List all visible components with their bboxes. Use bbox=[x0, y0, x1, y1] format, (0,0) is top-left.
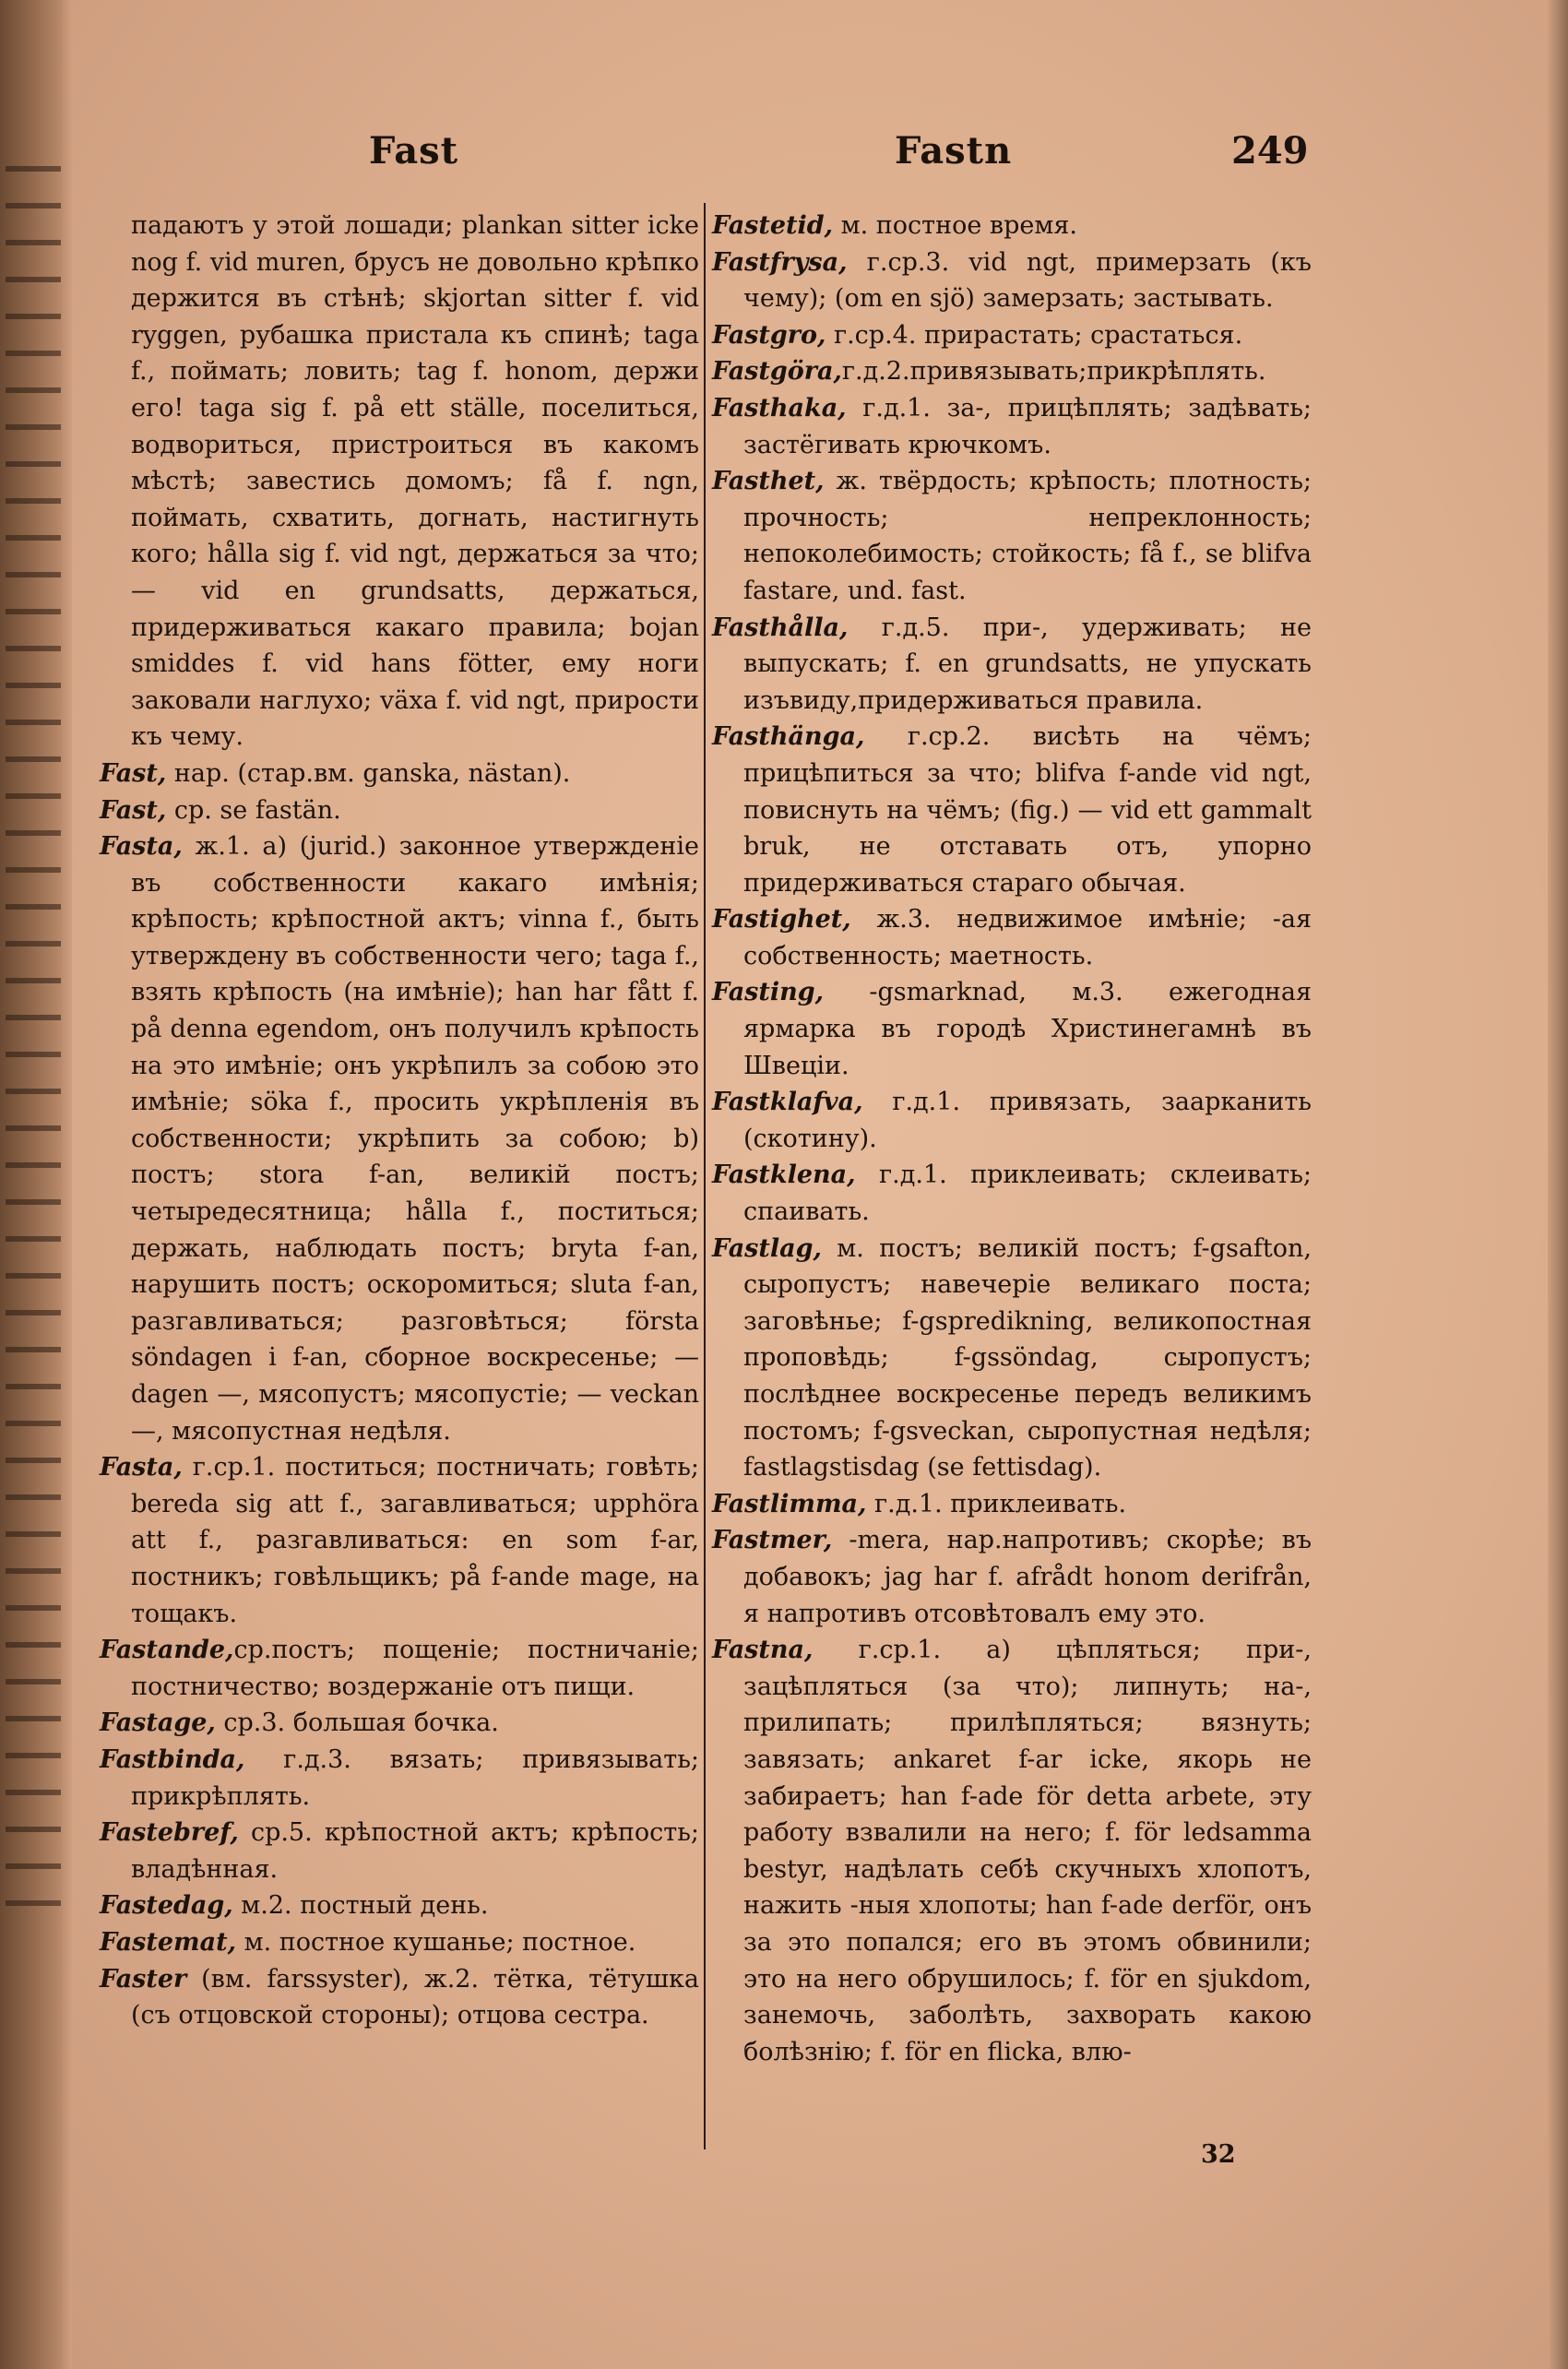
entry-definition: (вм. farssyster), ж.2. тётка, тётушка (съ отцовской стороны); отцова сестра. bbox=[131, 1964, 699, 2030]
entry-headword: Fastklafva, bbox=[712, 1088, 863, 1117]
dictionary-entry bbox=[712, 1632, 1312, 2070]
entry-headword: Fastage, bbox=[100, 1708, 216, 1738]
dictionary-entry bbox=[100, 1705, 699, 1742]
dictionary-entry bbox=[712, 1486, 1312, 1523]
entry-headword: Fast, bbox=[100, 758, 167, 788]
entry-definition: -mera, нар.напротивъ; скорѣе; въ добавокъ; jag har f. afrådt honom derifrån, я напротивъ отсовѣтовалъ ему это. bbox=[743, 1526, 1312, 1628]
entry-headword: Fastedag, bbox=[100, 1891, 233, 1921]
dictionary-entry bbox=[712, 353, 1312, 390]
entry-headword: Faster bbox=[100, 1964, 187, 1994]
entry-definition: ср. se fastän. bbox=[166, 795, 341, 825]
dictionary-entry bbox=[100, 1961, 699, 2034]
column-divider bbox=[704, 203, 706, 2149]
dictionary-entry bbox=[100, 792, 699, 829]
entry-definition: м. постное кушанье; постное. bbox=[235, 1927, 636, 1957]
dictionary-entry bbox=[100, 1632, 699, 1705]
dictionary-entry bbox=[712, 610, 1312, 720]
dictionary-entry bbox=[100, 1887, 699, 1924]
entry-definition: г.д.3. вязать; привязывать; прикрѣплять. bbox=[131, 1744, 699, 1811]
entry-headword: Fasta, bbox=[100, 832, 183, 862]
entry-definition: м.2. постный день. bbox=[232, 1891, 489, 1921]
page-number: 249 bbox=[1231, 129, 1309, 173]
entry-definition: м. постное время. bbox=[833, 211, 1077, 240]
entry-headword: Fastgro, bbox=[712, 320, 826, 350]
entry-definition: ср.5. крѣпостной актъ; крѣпость; владѣнная. bbox=[131, 1818, 699, 1884]
entry-headword: Fasthänga, bbox=[712, 722, 865, 752]
entry-definition: г.д.1. привязать, заарканить (скотину). bbox=[743, 1088, 1312, 1153]
page-right-edge bbox=[1548, 0, 1568, 2369]
entry-definition: падаютъ у этой лошади; plankan sitter icke nog f. vid muren, брусъ не довольно крѣпко держится въ стѣнѣ; skjortan sitter f. vid ryggen, рубашка пристала къ спинѣ; taga f., поймать; ловить; tag f. honom, держи его! taga sig f. på ett ställe, поселиться, водвориться, пристроиться въ какомъ мѣстѣ; завестись домомъ; få f. ngn, поймать, схватить, догнать, настигнуть кого; hålla sig f. vid ngt, держаться за что; — vid en grundsatts, держаться, придерживаться какаго правила; bojan smiddes f. vid hans fötter, ему ноги заковали наглухо; växa f. vid ngt, прирости къ чему. bbox=[131, 211, 699, 752]
entry-headword: Fastetid, bbox=[712, 211, 834, 240]
dictionary-entry bbox=[100, 1449, 699, 1632]
dictionary-entry bbox=[712, 719, 1312, 901]
entry-definition: м. постъ; великій постъ; f-gsafton, сыропустъ; навечеріе великаго поста; заговѣнье; f-gspredikning, великопостная проповѣдь; f-gssöndag, сыропустъ; послѣднее воскресенье передъ великимъ постомъ; f-gsveckan, сыропустная недѣля; fastlagstisdag (se fettisdag). bbox=[743, 1233, 1312, 1482]
entry-headword: Fasthet, bbox=[712, 467, 825, 496]
entry-definition: ср.3. большая бочка. bbox=[215, 1708, 499, 1738]
left-guide-word: Fast bbox=[369, 129, 459, 173]
entry-headword: Fasting, bbox=[712, 978, 825, 1007]
entry-headword: Fastfrysa, bbox=[712, 247, 848, 277]
dictionary-entry bbox=[712, 463, 1312, 609]
entry-headword: Fasthålla, bbox=[712, 613, 849, 642]
signature-mark: 32 bbox=[1201, 2140, 1236, 2169]
entry-headword: Fasthaka, bbox=[712, 393, 847, 423]
entry-definition: ж.1. a) (jurid.) законное утвержденіе въ собственности какаго имѣнія; крѣпость; крѣпостной актъ; vinna f., быть утвержденy въ собственности чего; taga f., взять крѣпость (на имѣніе); han har fått f. på denna egendom, онъ получилъ крѣпость на это имѣніе; онъ укрѣпилъ за собою это имѣніе; söka f., просить укрѣпленія въ собственности; укрѣпить за собою; b) постъ; stora f-an, великій постъ; четыредесятница; hålla f., поститься; держать, наблюдать постъ; bryta f-an, нарушить постъ; оскоромиться; sluta f-an, разгавливаться; разговѣться; första söndagen i f-an, сборное воскресенье; — dagen —, мясопустъ; мясопустіе; — veckan —, мясопустная недѣля. bbox=[131, 832, 699, 1446]
dictionary-entry bbox=[712, 1157, 1312, 1230]
dictionary-entry bbox=[100, 1815, 699, 1887]
dictionary-entry bbox=[712, 244, 1312, 317]
entry-definition: ж. твёрдость; крѣпость; плотность; прочность; непреклонность; непоколебимость; стойкость; få f., se blifva fastare, und. fast. bbox=[743, 467, 1312, 605]
entry-headword: Fasta, bbox=[100, 1453, 183, 1482]
entry-headword: Fastighet, bbox=[712, 905, 851, 935]
dictionary-entry bbox=[712, 390, 1312, 463]
entry-headword: Fastbinda, bbox=[100, 1744, 245, 1774]
entry-definition: г.д.2.привязывать;прикрѣплять. bbox=[841, 357, 1266, 387]
page-gutter bbox=[0, 0, 72, 2369]
entry-definition: ср.постъ; пощеніе; постничаніе; постничество; воздержаніе отъ пищи. bbox=[131, 1636, 699, 1701]
dictionary-entry bbox=[712, 1231, 1312, 1486]
entry-headword: Fastna, bbox=[712, 1636, 814, 1665]
entry-definition: г.ср.1. поститься; постничать; говѣть; bereda sig att f., загавливаться; upphöra att f., разгавливаться: en som f-ar, постникъ; говѣльщикъ; på f-ande mage, на тощакъ. bbox=[131, 1453, 699, 1628]
entry-headword: Fastlag, bbox=[712, 1233, 822, 1263]
dictionary-entry bbox=[100, 828, 699, 1449]
dictionary-entry bbox=[712, 317, 1312, 354]
entry-headword: Fastebref, bbox=[100, 1818, 239, 1848]
entry-headword: Fastmer, bbox=[712, 1526, 833, 1555]
right-column bbox=[712, 208, 1312, 2070]
entry-definition: г.ср.4. прирастать; срастаться. bbox=[826, 320, 1243, 350]
entry-definition: -gsmarknad, м.3. ежегодная ярмарка въ городѣ Христинегамнѣ въ Швеціи. bbox=[743, 978, 1312, 1080]
entry-definition: г.д.1. приклеивать. bbox=[866, 1489, 1127, 1518]
dictionary-entry bbox=[100, 1924, 699, 1961]
entry-headword: Fastklena, bbox=[712, 1161, 856, 1190]
dictionary-entry bbox=[712, 1084, 1312, 1157]
adjacent-page-edge bbox=[6, 166, 61, 2177]
running-header bbox=[92, 129, 1531, 185]
dictionary-entry bbox=[100, 756, 699, 792]
dictionary-entry bbox=[100, 1742, 699, 1815]
entry-definition: г.д.5. при-, удерживать; не выпускать; f. en grundsatts, не упускать изъвиду,придерживаться правила. bbox=[743, 613, 1312, 715]
entry-definition: г.ср.1. a) цѣпляться; при-, зацѣпляться (за что); липнуть; на-, прилипать; прилѣпляться; вязнуть; завязать; ankaret f-ar icke, якорь не забираетъ; han f-ade för detta arbete, эту работу взвалили на него; f. för ledsamma bestyr, надѣлать себѣ скучныхъ хлопотъ, нажить -ныя хлопоты; han f-ade derför, онъ за это попался; его въ этомъ обвинили; это на него обрушилось; f. för en sjukdom, занемочь, заболѣть, захворать какою болѣзнію; f. för en flicka, влю- bbox=[743, 1636, 1312, 2066]
entry-definition: нар. (стар.вм. ganska, nästan). bbox=[166, 758, 571, 788]
dictionary-entry bbox=[100, 208, 699, 756]
entry-definition: г.ср.3. vid ngt, примерзать (къ чему); (om en sjö) замерзать; застывать. bbox=[743, 247, 1312, 314]
entry-definition: ж.3. недвижимое имѣніе; -ая собственность; маетность. bbox=[743, 905, 1312, 970]
entry-definition: г.ср.2. висѣть на чёмъ; прицѣпиться за что; blifva f-ande vid ngt, повиснуть на чёмъ; (fig.) — vid ett gammalt bruk, не отставать отъ, упорно придерживаться стараго обычая. bbox=[743, 722, 1312, 898]
entry-headword: Fastlimma, bbox=[712, 1489, 867, 1518]
entry-headword: Fastgöra, bbox=[712, 357, 842, 387]
dictionary-entry bbox=[712, 208, 1312, 244]
dictionary-entry bbox=[712, 1522, 1312, 1632]
dictionary-entry bbox=[712, 901, 1312, 974]
entry-headword: Fast, bbox=[100, 795, 167, 825]
entry-headword: Fastande, bbox=[100, 1636, 234, 1665]
dictionary-entry bbox=[712, 974, 1312, 1084]
left-column bbox=[100, 208, 699, 2034]
entry-headword: Fastemat, bbox=[100, 1927, 236, 1957]
entry-definition: г.д.1. за-, прицѣплять; задѣвать; застёгивать крючкомъ. bbox=[743, 393, 1312, 459]
right-guide-word: Fastn bbox=[895, 129, 1013, 173]
entry-definition: г.д.1. приклеивать; склеивать; спаивать. bbox=[743, 1161, 1312, 1227]
